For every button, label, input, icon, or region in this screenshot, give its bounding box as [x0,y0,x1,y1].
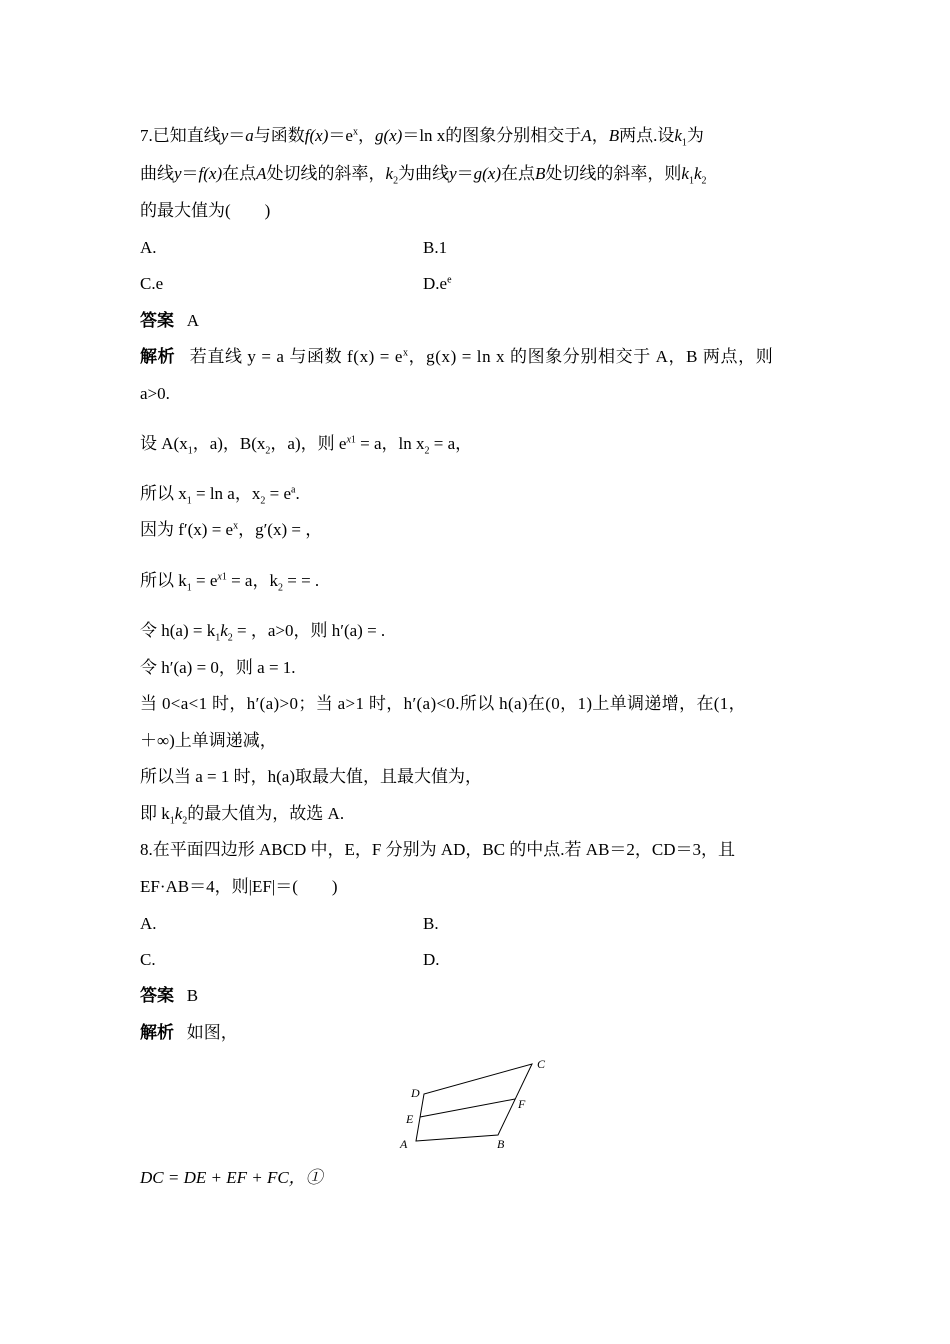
label-c: C [537,1057,546,1071]
answer-value: A [186,311,200,330]
q8-line-2: EF·AB＝4，则|EF|＝( ) [140,877,338,896]
label-a: A [400,1137,408,1151]
label-d: D [411,1086,420,1100]
answer-label: 答案 [140,986,174,1005]
q7-analysis-line-12: 即 $k_1k_2$的最大值为，故选 A. [140,804,345,827]
q7-analysis-line-7: 令 $h(a) = k_1k_2$ = ，a>0，则 h′(a) = . [140,621,386,644]
label-f: F [518,1097,526,1111]
q7-analysis-line-5: 因为 $f'(x) = e^x$，g′(x) = ， [140,520,323,539]
label-b: B [497,1137,505,1151]
q7-analysis-line-9: 当 0<a<1 时，h′(a)>0；当 a>1 时，h′(a)<0.所以 h(a)在(0，1)上单调递增，在(1， [140,694,747,713]
q7-analysis-line-4: 所以 $x_1 = \ln a$，$x_2 = e^a$. [140,484,300,507]
q7-option-b: B.1 [423,238,448,257]
label-e: E [406,1112,414,1126]
q7-line-3: 的最大值为( ) [140,201,271,220]
q7-option-d: $D.e^e$ [423,274,452,293]
q7-analysis-line-2: a>0. [140,384,170,403]
analysis-label: 解析 [140,1023,174,1042]
q8-option-d: D. [423,950,440,969]
q8-equation: DC = DE + EF + FC，① [140,1168,323,1187]
answer-label: 答案 [140,311,174,330]
q7-option-c: C.e [140,274,164,293]
q7-option-a: A. [140,238,157,257]
q8-option-a: A. [140,914,157,933]
answer-value: B [186,986,199,1005]
q8-option-b: B. [423,914,439,933]
q7-analysis-line-6: 所以 $k_1 = e^{x1} = a$，$k_2$ = = . [140,571,320,594]
q7-line-1: 7.已知直线y＝a与函数$f(x)=e^x$，g(x)＝ln x的图象分别相交于A，B两点.设$k_1$为 [140,126,704,149]
q7-analysis-line-1: 解析 若直线 y = a 与函数 $f(x) = e^x$，g(x) = ln x 的图象分别相交于 A，B 两点，则 [140,347,774,366]
quadrilateral-outline [416,1064,532,1141]
q7-analysis-line-10: ＋∞)上单调递减， [140,731,277,750]
q7-analysis-line-8: 令 h′(a) = 0，则 a = 1. [140,658,296,677]
q8-analysis: 解析 如图， [140,1023,238,1042]
analysis-label: 解析 [140,347,176,366]
midline-ef [420,1099,515,1117]
q8-line-1: 8.在平面四边形 ABCD 中，E，F 分别为 AD，BC 的中点.若 AB＝2，CD＝3，且 [140,840,736,859]
q8-answer [140,984,198,1008]
quadrilateral-figure [395,1055,565,1155]
q7-analysis-line-3: 设 $A(x_1$，a)，$B(x_2$，a)，则 $e^{x1} = a$，$\ln x_2 = a$， [140,434,473,457]
q7-line-2: 曲线y＝f(x)在点A处切线的斜率，$k_2$为曲线y＝g(x)在点B处切线的斜率，则$k_1k_2$ [140,164,707,187]
q7-analysis-line-11: 所以当 a = 1 时，h(a)取最大值，且最大值为， [140,767,482,786]
q8-option-c: C. [140,950,156,969]
q7-answer [140,309,199,333]
